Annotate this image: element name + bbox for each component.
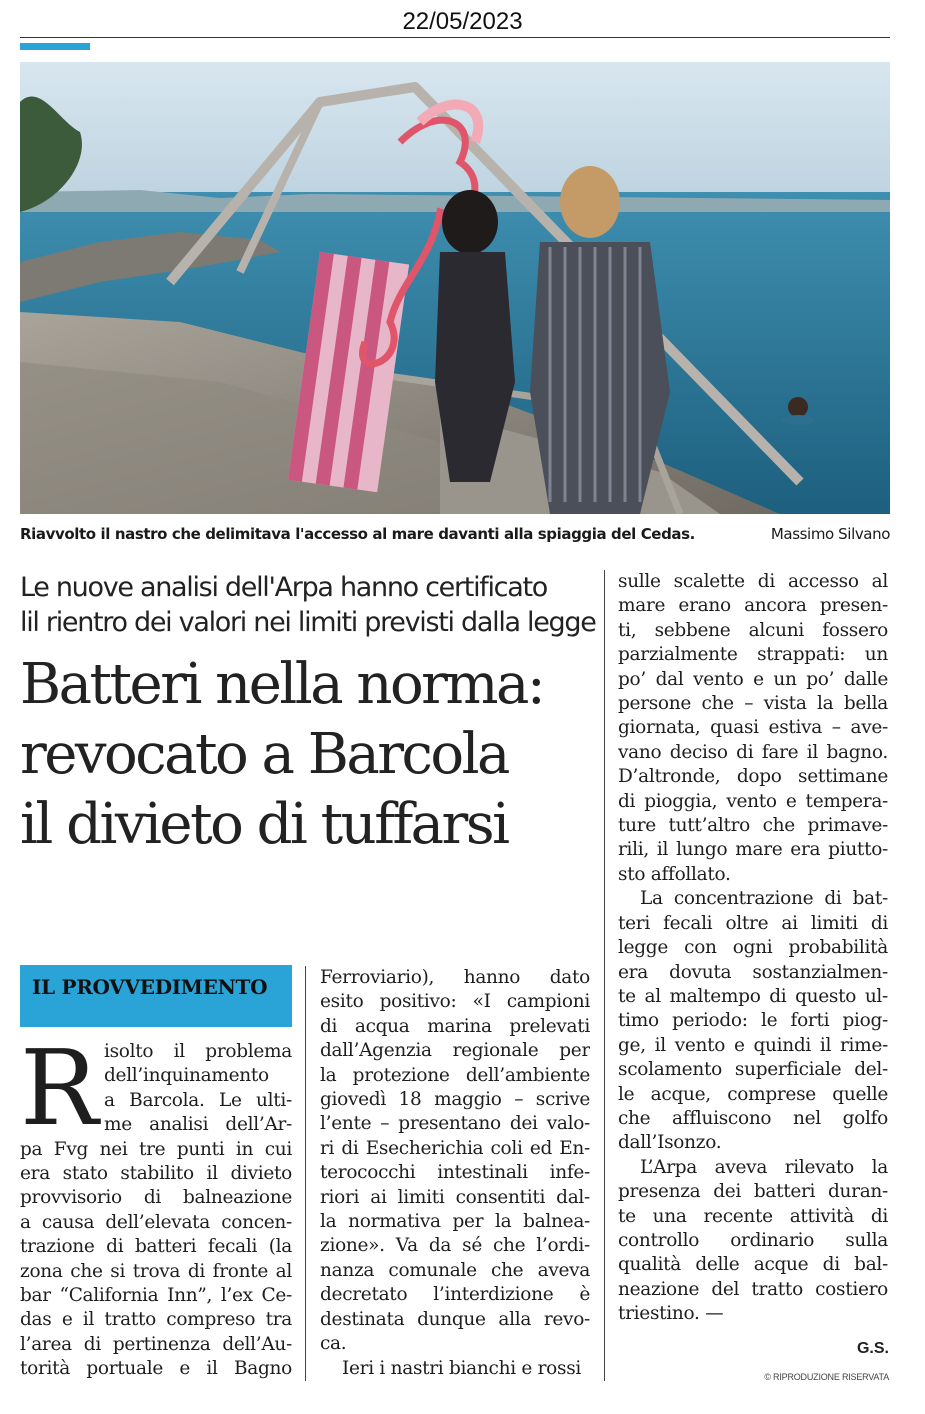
text-line: ti, sebbene alcuni fossero bbox=[618, 619, 888, 641]
text-line: vano deciso di fare il bagno. bbox=[618, 741, 888, 763]
text-line: qualità delle acque di bal- bbox=[618, 1254, 888, 1276]
text-line: l’area di pertinenza dell’Au- bbox=[20, 1333, 292, 1355]
text-line: ca. bbox=[320, 1333, 347, 1355]
text-line: triestino. — bbox=[618, 1303, 724, 1325]
text-line: sulle scalette di accesso al bbox=[618, 571, 888, 592]
author-signature: G.S. bbox=[856, 1340, 889, 1357]
text-line: dell’inquinamento bbox=[104, 1065, 269, 1087]
text-line: po’ dal vento e un po’ dalle bbox=[618, 668, 888, 690]
text-line: torità portuale e il Bagno bbox=[20, 1358, 292, 1380]
publication-date: 22/05/2023 bbox=[402, 8, 523, 35]
text-line: isolto il problema bbox=[104, 1041, 292, 1062]
caption-text: Riavvolto il nastro che delimitava l'accesso al mare davanti alla spiaggia del Cedas. bbox=[20, 525, 695, 543]
top-rule bbox=[20, 37, 890, 38]
text-line: destinata dunque alla revo- bbox=[320, 1308, 590, 1330]
text-line: pa Fvg nei tre punti in cui bbox=[20, 1138, 292, 1160]
text-line: sto affollato. bbox=[618, 863, 731, 885]
text-line: terococchi intestinali infe- bbox=[320, 1162, 590, 1184]
text-line: presenza dei batteri duran- bbox=[618, 1181, 888, 1203]
text-line: provvisorio di balneazione bbox=[20, 1187, 292, 1209]
section-badge bbox=[20, 965, 292, 1027]
column-divider bbox=[305, 966, 306, 1381]
text-line: a Barcola. Le ulti- bbox=[104, 1089, 292, 1111]
text-line: D’altronde, dopo settimane bbox=[618, 766, 888, 788]
text-line: timo periodo: le forti piog- bbox=[618, 1010, 888, 1032]
text-line: zona che si trova di fronte al bbox=[20, 1260, 292, 1282]
headline-line: il divieto di tuffarsi bbox=[20, 792, 508, 857]
text-line: dall’Isonzo. bbox=[618, 1132, 722, 1154]
text-line: riori ai limiti consentiti dal- bbox=[320, 1186, 590, 1208]
subhead-line: lil rientro dei valori nei limiti previsti dalla legge bbox=[20, 607, 596, 638]
text-line: persone che – vista la bella bbox=[618, 693, 888, 715]
article-column-1 bbox=[20, 1027, 292, 1382]
subheadline bbox=[20, 570, 595, 640]
text-line: rili, il lungo mare era piutto- bbox=[618, 839, 888, 861]
text-line: ri di Esecherichia coli ed En- bbox=[320, 1137, 590, 1159]
text-line: neazione del tratto costiero bbox=[618, 1278, 888, 1300]
article-column-2 bbox=[320, 966, 590, 1381]
text-line: legge con ogni probabilità bbox=[618, 937, 888, 959]
text-line: te al maltempo di questo ul- bbox=[618, 985, 888, 1007]
text-line: trazione di batteri fecali (la bbox=[20, 1236, 292, 1258]
article-photo bbox=[20, 62, 890, 514]
text-line: L’Arpa aveva rilevato la bbox=[640, 1156, 888, 1178]
text-line: parzialmente strappati: un bbox=[618, 644, 888, 666]
drop-cap: R bbox=[20, 1027, 99, 1149]
text-line: di acqua marina prelevati bbox=[320, 1015, 590, 1037]
headline bbox=[20, 650, 600, 860]
top-accent-bar bbox=[20, 43, 90, 50]
text-line: dall’Agenzia regionale per bbox=[320, 1040, 590, 1062]
text-line: la normativa per la balnea- bbox=[320, 1211, 590, 1233]
text-line: zione». Va da sé che l’ordi- bbox=[320, 1235, 590, 1257]
text-line: bar “California Inn”, l’ex Ce- bbox=[20, 1285, 292, 1307]
text-line: esito positivo: «I campioni bbox=[320, 991, 590, 1013]
text-line: scolamento superficiale del- bbox=[618, 1059, 888, 1081]
text-line: che affluiscono nel golfo bbox=[618, 1107, 888, 1129]
text-line: teri fecali oltre ai limiti di bbox=[618, 912, 888, 934]
photo-credit: Massimo Silvano bbox=[770, 525, 890, 543]
text-line: controllo ordinario sulla bbox=[618, 1229, 888, 1251]
article-column-3 bbox=[618, 570, 888, 1327]
text-line: mare erano ancora presen- bbox=[618, 595, 888, 617]
copyright-notice: © RIPRODUZIONE RISERVATA bbox=[764, 1372, 889, 1382]
text-line: ge, il vento e quindi il rime- bbox=[618, 1034, 888, 1056]
text-line: te una recente attività di bbox=[618, 1205, 888, 1227]
text-line: ture tutt’altro che primave- bbox=[618, 815, 888, 837]
text-line: Ieri i nastri bianchi e rossi bbox=[342, 1357, 581, 1379]
text-line: La concentrazione di bat- bbox=[640, 888, 888, 910]
text-line: giovedì 18 maggio – scrive bbox=[320, 1089, 590, 1111]
text-line: Ferroviario), hanno dato bbox=[320, 967, 590, 988]
text-line: la protezione dell’ambiente bbox=[320, 1064, 590, 1086]
text-line: decretato l’interdizione è bbox=[320, 1284, 590, 1306]
column-divider bbox=[604, 570, 605, 1381]
headline-line: revocato a Barcola bbox=[20, 722, 508, 787]
text-line: nanza comunale che aveva bbox=[320, 1259, 590, 1281]
text-line: era dovuta sostanzialmen- bbox=[618, 961, 888, 983]
text-line: di pioggia, vento e tempera- bbox=[618, 790, 888, 812]
text-line: a causa dell’elevata concen- bbox=[20, 1211, 292, 1233]
subhead-line: Le nuove analisi dell'Arpa hanno certificato bbox=[20, 572, 547, 603]
text-line: era stato stabilito il divieto bbox=[20, 1163, 292, 1185]
section-badge-label: IL PROVVEDIMENTO bbox=[32, 975, 268, 999]
text-line: l’ente – presentano dei valo- bbox=[320, 1113, 590, 1135]
headline-line: Batteri nella norma: bbox=[20, 652, 544, 717]
text-line: das e il tratto compreso tra bbox=[20, 1309, 292, 1331]
text-line: me analisi dell’Ar- bbox=[104, 1114, 292, 1136]
photo-illustration bbox=[20, 62, 890, 514]
text-line: giornata, quasi estiva – ave- bbox=[618, 717, 888, 739]
photo-caption bbox=[20, 525, 890, 543]
text-line: le acque, comprese quelle bbox=[618, 1083, 888, 1105]
